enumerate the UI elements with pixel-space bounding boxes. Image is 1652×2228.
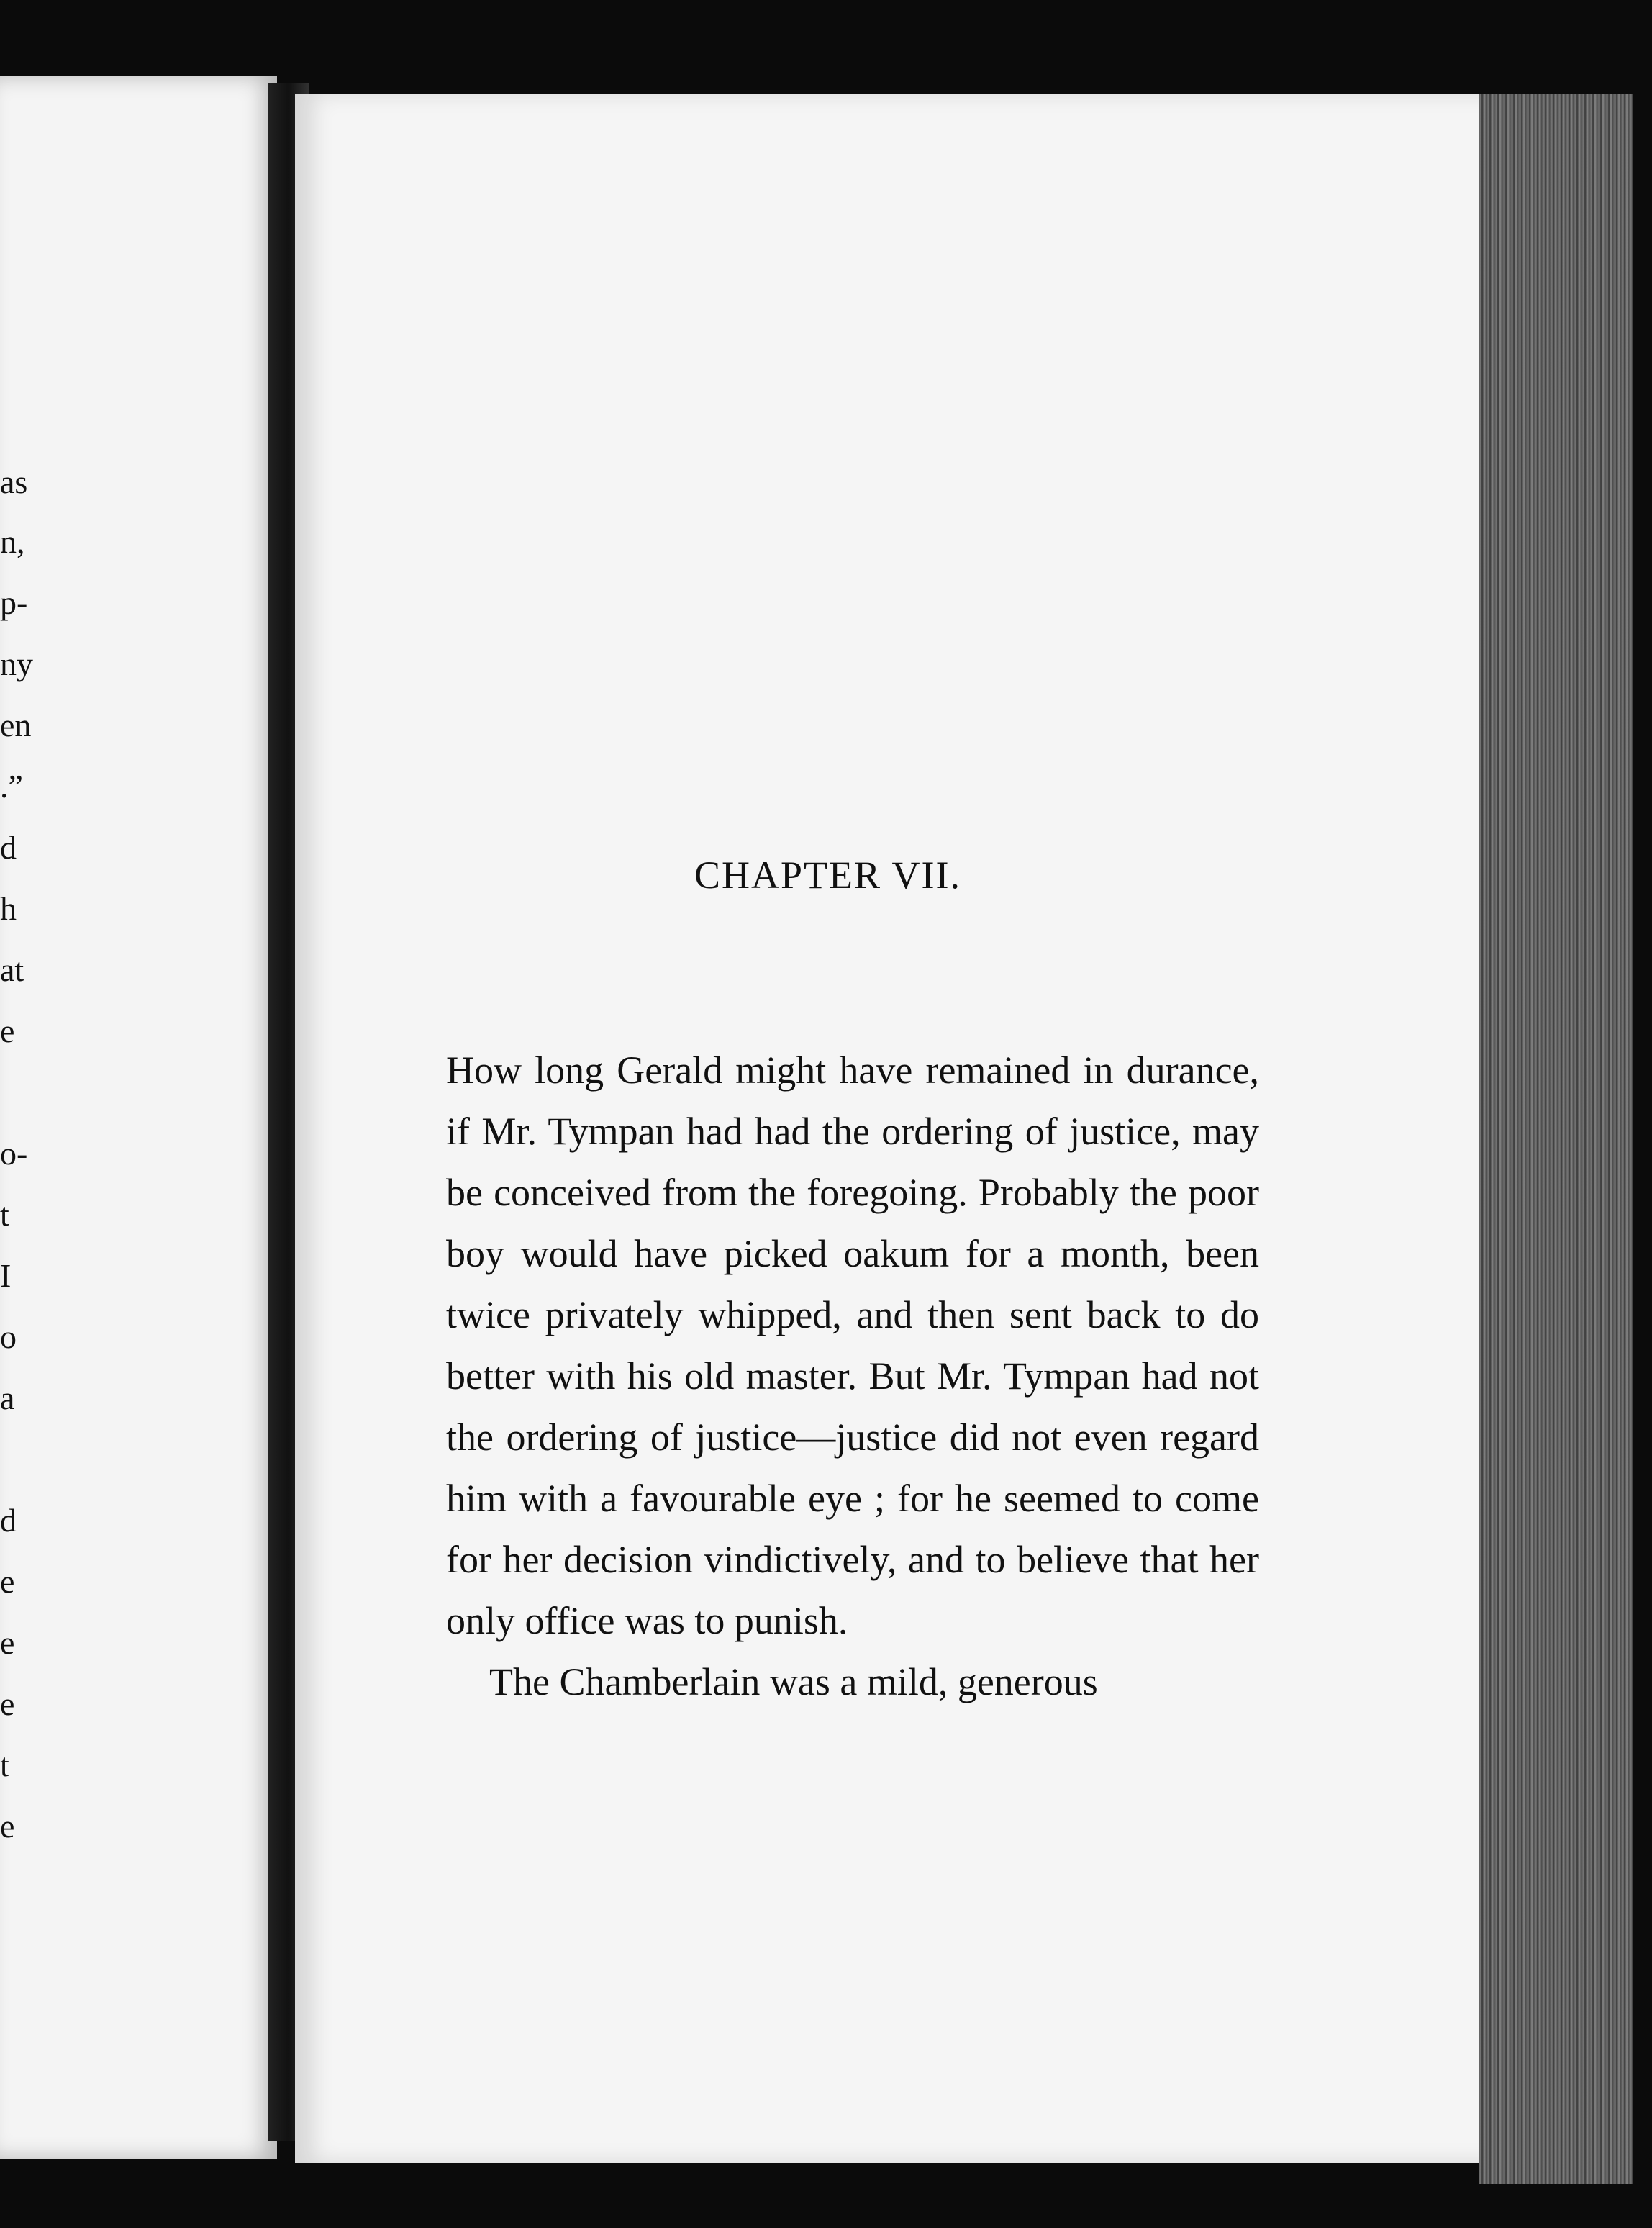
facing-page-line: t bbox=[0, 1747, 9, 1783]
facing-page-line: e bbox=[0, 1808, 15, 1844]
paragraph: How long Gerald might have remained in durance, if Mr. Tympan had had the ordering of justice, may be conceived from the foregoing. Probably the poor boy would have picked oakum for a month, been twice privately whipped, and then sent back to do better with his old master. But Mr. Tympan had not the ordering of justice—justice did not even regard him with a favourable eye ; for he seemed to come for her decision vindictively, and to believe that her only office was to punish. bbox=[446, 1049, 1259, 1642]
facing-page-line: ny bbox=[0, 646, 33, 682]
facing-page-line: e bbox=[0, 1685, 15, 1722]
facing-page-line: as bbox=[0, 463, 28, 500]
chapter-title: CHAPTER VII. bbox=[694, 853, 962, 897]
facing-page-line: n, bbox=[0, 523, 25, 560]
facing-page-line: I bbox=[0, 1257, 12, 1294]
facing-page-line: d bbox=[0, 1502, 17, 1539]
facing-page-line: e bbox=[0, 1563, 15, 1600]
facing-page-line: en bbox=[0, 707, 32, 743]
facing-page-line: e bbox=[0, 1013, 15, 1049]
facing-page-line: p- bbox=[0, 584, 28, 621]
body-text bbox=[446, 1040, 1259, 1713]
facing-page-line: h bbox=[0, 890, 17, 927]
facing-page-line: d bbox=[0, 829, 17, 866]
facing-page-line: a bbox=[0, 1380, 15, 1416]
facing-page-line: at bbox=[0, 951, 24, 988]
facing-page-line: e bbox=[0, 1624, 15, 1661]
facing-page-line: o bbox=[0, 1318, 17, 1355]
page-edges bbox=[1479, 94, 1633, 2184]
facing-page-line: .” bbox=[0, 768, 23, 805]
facing-page-line: o- bbox=[0, 1135, 28, 1172]
paragraph: The Chamberlain was a mild, generous bbox=[489, 1660, 1098, 1703]
facing-page-line: t bbox=[0, 1196, 9, 1233]
facing-page bbox=[0, 76, 277, 2159]
